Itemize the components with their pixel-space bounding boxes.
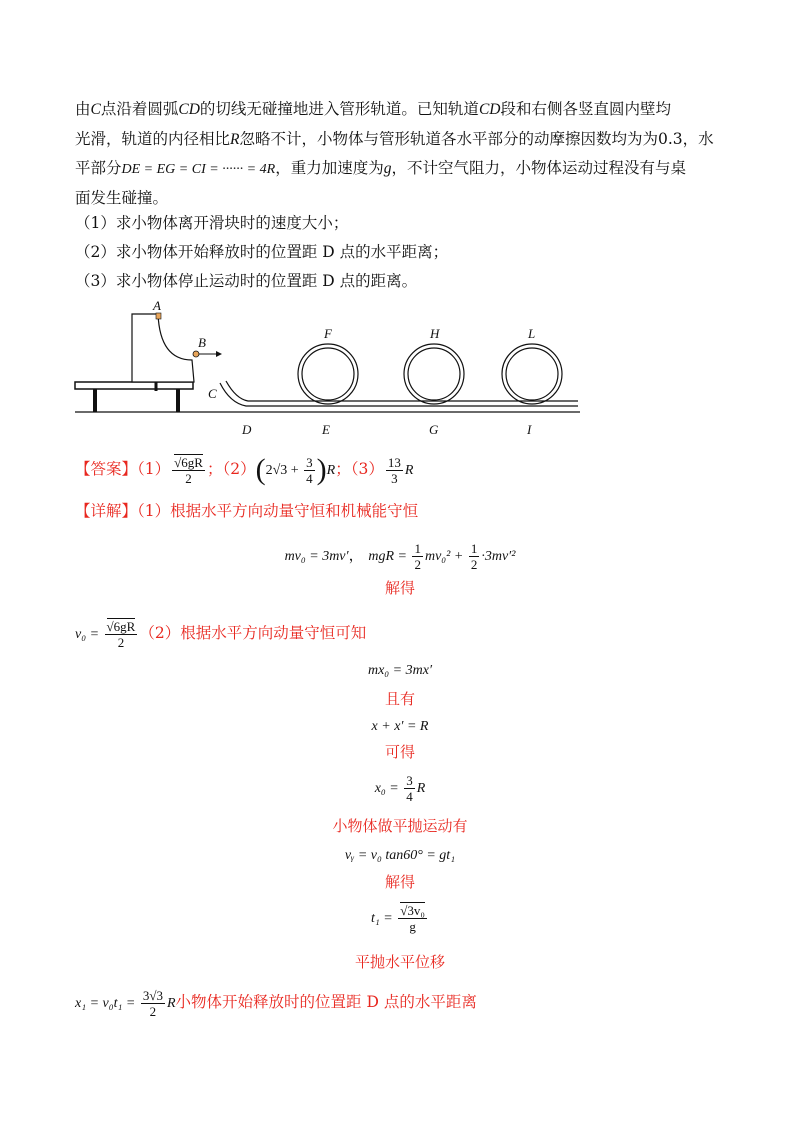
problem-line-4: 面发生碰撞。 <box>75 189 169 207</box>
jiede-1: 解得 <box>384 579 415 597</box>
question-2: （2）求小物体开始释放时的位置距 D 点的水平距离； <box>75 243 449 261</box>
jiede-2: 解得 <box>384 873 415 891</box>
eq-sum-displacement: x + x′ = R <box>371 719 429 734</box>
label-g: G <box>429 422 439 437</box>
label-h: H <box>430 326 440 341</box>
velocity-arrow-head <box>216 351 222 357</box>
label-e: E <box>322 422 330 437</box>
eq-momentum-energy: mv₀ = 3mv′， mgR = $\frac{1}{2}$ mv₀² + $\frac{1}{2}$ ·3mv′² <box>284 540 516 572</box>
solution-title: 【详解】（1）根据水平方向动量守恒和机械能守恒 <box>75 502 419 520</box>
loop-l <box>502 344 562 404</box>
eq-vertical-velocity: vᵧ = v₀ tan60° = gt₁ <box>344 848 456 863</box>
point-a-marker <box>156 313 161 319</box>
label-f: F <box>324 326 332 341</box>
qieyou-label: 且有 <box>384 690 415 708</box>
label-b: B <box>198 335 206 350</box>
ball-b <box>193 351 199 357</box>
label-c: C <box>208 386 217 401</box>
label-a: A <box>153 300 161 313</box>
x1-result-line: x₁ = v₀t₁ = $\frac{3√3}{2}$ R小物体开始释放时的位置距 D 点的水平距离 <box>75 987 477 1019</box>
label-d: D <box>242 422 252 437</box>
label-l: L <box>528 326 536 341</box>
answer-tag: 【答案】 <box>75 460 138 478</box>
t1-result: t₁ = $\frac{\text{√3v₀}}{g}$ <box>371 902 425 934</box>
track-diagram <box>70 300 590 450</box>
tube-cd-inner <box>226 381 578 401</box>
eq-displacement-momentum: mx₀ = 3mx′ <box>367 663 433 678</box>
question-3: （3）求小物体停止运动时的位置距 D 点的距离。 <box>75 272 418 290</box>
kede-label: 可得 <box>384 743 415 761</box>
problem-line-2: 光滑，轨道的内径相比R忽略不计，小物体与管形轨道各水平部分的动摩擦因数均为为0.3，水 <box>75 130 714 148</box>
loop-f <box>298 344 358 404</box>
shuiping-label: 平抛水平位移 <box>354 953 445 971</box>
slider-block <box>132 314 194 382</box>
table-top <box>75 382 193 389</box>
label-i: I <box>527 422 532 437</box>
answer-line: 【答案】（1） $\frac{√6gR}{2}$ ；（2）(2√3 + $\frac{3}{4}$ )R；（3） $\frac{13}{3}$ R <box>75 453 414 486</box>
pingpao-label: 小物体做平抛运动有 <box>332 817 468 835</box>
x0-result: x₀ = $\frac{3}{4}$ R <box>374 772 426 804</box>
question-1: （1）求小物体离开滑块时的速度大小； <box>75 214 349 232</box>
v0-result-line: v₀ = $\frac{√6gR}{2}$ （2）根据水平方向动量守恒可知 <box>75 618 367 650</box>
problem-line-3: 平部分DE = EG = CI = ······ = 4R，重力加速度为g，不计空气阻力，小物体运动过程没有与桌 <box>75 159 686 177</box>
problem-line-1: 由C点沿着圆弧CD的切线无碰撞地进入管形轨道。已知轨道CD段和右侧各竖直圆内壁均 <box>75 100 671 118</box>
loop-h <box>404 344 464 404</box>
